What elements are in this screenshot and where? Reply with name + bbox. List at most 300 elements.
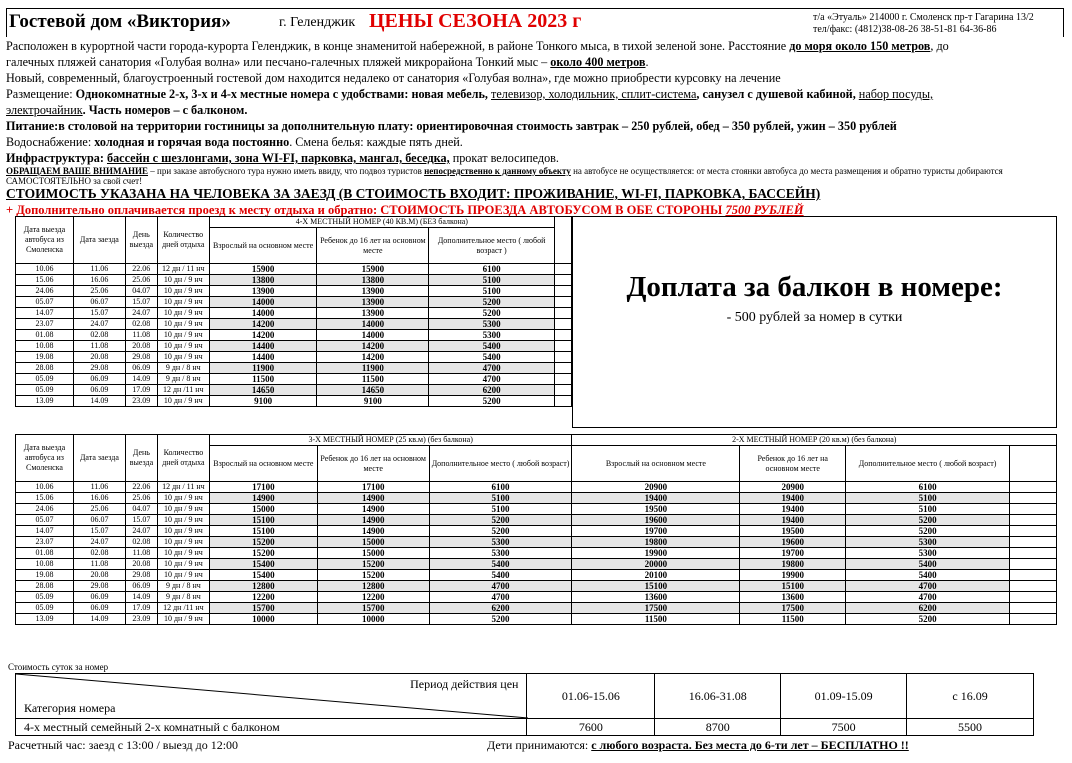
price-cell: 17100 <box>209 482 317 493</box>
price-cell: 14900 <box>209 493 317 504</box>
empty-cell <box>1010 592 1057 603</box>
empty-cell <box>554 286 571 297</box>
date-cell: 14.09 <box>125 592 157 603</box>
checkout-time: Расчетный час: заезд с 13:00 / выезд до 12:00 <box>8 738 239 752</box>
page-header <box>6 8 1064 37</box>
price-cell: 5400 <box>429 352 555 363</box>
date-cell: 13.09 <box>16 396 74 407</box>
price-cell: 5200 <box>429 297 555 308</box>
price-cell: 15200 <box>209 548 317 559</box>
price-cell: 19700 <box>740 548 846 559</box>
price-cell: 15100 <box>572 581 740 592</box>
empty-cell <box>554 374 571 385</box>
date-cell: 10 дн / 9 нч <box>157 515 209 526</box>
sub-header-child: Ребенок до 16 лет на основном месте <box>317 446 429 482</box>
price-cell: 6100 <box>429 482 572 493</box>
price-4: 5500 <box>907 719 1034 736</box>
date-cell: 10 дн / 9 нч <box>157 570 209 581</box>
col-header-checkout: День выезда <box>125 435 157 482</box>
date-cell: 10 дн / 9 нч <box>157 330 209 341</box>
price-cell: 19400 <box>740 515 846 526</box>
date-cell: 05.09 <box>16 603 74 614</box>
date-cell: 28.08 <box>16 363 74 374</box>
price-cell: 4700 <box>429 592 572 603</box>
price-cell: 15000 <box>317 548 429 559</box>
price-cell: 10000 <box>209 614 317 625</box>
season-title: ЦЕНЫ СЕЗОНА 2023 г <box>369 10 582 32</box>
table-row <box>16 581 1057 592</box>
empty-cell <box>1010 493 1057 504</box>
price-cell: 11500 <box>740 614 846 625</box>
price-cell: 5300 <box>846 537 1010 548</box>
date-cell: 25.06 <box>125 275 157 286</box>
price-cell: 12800 <box>317 581 429 592</box>
date-cell: 10 дн / 9 нч <box>157 341 209 352</box>
date-cell: 22.06 <box>125 264 157 275</box>
date-cell: 29.08 <box>125 352 157 363</box>
date-cell: 10.08 <box>16 559 74 570</box>
date-cell: 05.09 <box>16 374 74 385</box>
group-header-2-bed: 2-Х МЕСТНЫЙ НОМЕР (20 кв.м) (без балкона) <box>572 435 1057 446</box>
price-2: 8700 <box>655 719 781 736</box>
date-cell: 13.09 <box>16 614 74 625</box>
col-header-days: Количество дней отдыха <box>157 217 209 264</box>
sub-header-extra-2: Дополнительное место ( любой возраст) <box>846 446 1010 482</box>
price-cell: 13900 <box>317 286 429 297</box>
attention-note: ОБРАЩАЕМ ВАШЕ ВНИМАНИЕ – при заказе автобусного тура нужно иметь ввиду, что подвоз туристов непосредственно к данному объекту на автобусе не осуществляется: от места стоянки автобуса до места размещения и обратно туристы добираются САМОСТОЯТЕЛЬНО за свой счет! <box>6 166 1003 186</box>
table-row <box>16 504 1057 515</box>
price-cell: 17500 <box>740 603 846 614</box>
date-cell: 04.07 <box>125 504 157 515</box>
table-row <box>16 363 572 374</box>
price-cell: 15100 <box>209 515 317 526</box>
cost-note: СТОИМОСТЬ УКАЗАНА НА ЧЕЛОВЕКА ЗА ЗАЕЗД (В СТОИМОСТЬ ВХОДИТ: ПРОЖИВАНИЕ, WI-FI, ПАРКОВКА, БАССЕЙН) <box>6 186 821 201</box>
price-cell: 11900 <box>209 363 317 374</box>
table-row <box>16 286 572 297</box>
price-cell: 6100 <box>429 264 555 275</box>
date-cell: 11.06 <box>73 264 125 275</box>
date-cell: 15.07 <box>125 297 157 308</box>
date-cell: 05.09 <box>16 385 74 396</box>
date-cell: 29.08 <box>125 570 157 581</box>
price-cell: 15700 <box>209 603 317 614</box>
date-cell: 24.06 <box>16 286 74 297</box>
empty-cell <box>1010 482 1057 493</box>
period-2: 16.06-31.08 <box>655 674 781 719</box>
price-cell: 15000 <box>317 537 429 548</box>
desc-line-1: Расположен в курортной части города-курорта Геленджик, в конце знаменитой набережной, в районе Тонкого мыса, в тихой зеленой зоне. Расстояние до моря около 150 метров, до <box>6 39 949 53</box>
empty-cell <box>1010 581 1057 592</box>
price-cell: 19800 <box>572 537 740 548</box>
table-row <box>16 330 572 341</box>
table-row <box>16 548 1057 559</box>
table-row <box>16 537 1057 548</box>
price-cell: 5200 <box>846 515 1010 526</box>
date-cell: 11.08 <box>73 341 125 352</box>
empty-cell <box>554 330 571 341</box>
sub-header-adult: Взрослый на основном месте <box>209 446 317 482</box>
period-4: с 16.09 <box>907 674 1034 719</box>
col-header-departure: Дата выезда автобуса из Смоленска <box>16 435 74 482</box>
date-cell: 14.07 <box>16 526 74 537</box>
price-cell: 12800 <box>209 581 317 592</box>
empty-cell <box>554 363 571 374</box>
date-cell: 10 дн / 9 нч <box>157 396 209 407</box>
price-cell: 14650 <box>209 385 317 396</box>
date-cell: 17.09 <box>125 603 157 614</box>
title-box <box>6 8 1064 37</box>
period-3: 01.09-15.09 <box>781 674 907 719</box>
price-cell: 11500 <box>209 374 317 385</box>
date-cell: 10 дн / 9 нч <box>157 275 209 286</box>
date-cell: 10 дн / 9 нч <box>157 286 209 297</box>
date-cell: 9 дн / 8 нч <box>157 363 209 374</box>
table-row <box>16 308 572 319</box>
balcony-heading: Доплата за балкон в номере: <box>626 271 1003 303</box>
table-row <box>16 385 572 396</box>
date-cell: 11.08 <box>125 548 157 559</box>
date-cell: 10 дн / 9 нч <box>157 352 209 363</box>
price-cell: 9100 <box>317 396 429 407</box>
sub-header-adult-2: Взрослый на основном месте <box>572 446 740 482</box>
category-label: Категория номера <box>24 701 116 715</box>
price-cell: 19500 <box>740 526 846 537</box>
table-row <box>16 264 572 275</box>
price-cell: 20900 <box>572 482 740 493</box>
group-header-3-bed: 3-Х МЕСТНЫЙ НОМЕР (25 кв.м) (без балкона) <box>209 435 572 446</box>
date-cell: 02.08 <box>73 548 125 559</box>
table-row <box>16 592 1057 603</box>
date-cell: 10 дн / 9 нч <box>157 297 209 308</box>
price-cell: 15200 <box>317 559 429 570</box>
price-cell: 5200 <box>846 614 1010 625</box>
price-cell: 14200 <box>317 341 429 352</box>
date-cell: 10 дн / 9 нч <box>157 504 209 515</box>
price-cell: 15100 <box>740 581 846 592</box>
empty-cell <box>1010 548 1057 559</box>
date-cell: 10 дн / 9 нч <box>157 559 209 570</box>
price-cell: 5300 <box>429 319 555 330</box>
price-cell: 14000 <box>317 319 429 330</box>
price-cell: 19600 <box>572 515 740 526</box>
water-line: Водоснабжение: холодная и горячая вода постоянно. Смена белья: каждые пять дней. <box>6 135 463 149</box>
date-cell: 10 дн / 9 нч <box>157 526 209 537</box>
price-cell: 6200 <box>429 603 572 614</box>
price-cell: 5200 <box>429 614 572 625</box>
price-cell: 19700 <box>572 526 740 537</box>
price-cell: 14200 <box>317 352 429 363</box>
price-cell: 11900 <box>317 363 429 374</box>
date-cell: 14.09 <box>125 374 157 385</box>
date-cell: 02.08 <box>125 537 157 548</box>
date-cell: 23.07 <box>16 537 74 548</box>
empty-cell <box>1010 603 1057 614</box>
date-cell: 12 дн / 11 нч <box>157 264 209 275</box>
empty-cell <box>1010 526 1057 537</box>
date-cell: 06.07 <box>73 515 125 526</box>
date-cell: 02.08 <box>125 319 157 330</box>
contact-info <box>813 12 1034 36</box>
col-header-departure: Дата выезда автобуса из Смоленска <box>16 217 74 264</box>
accommodation-line: Размещение: Однокомнатные 2-х, 3-х и 4-х местные номера с удобствами: новая мебель, телевизор, холодильник, сплит-система, санузел с душевой кабиной, набор посуды, <box>6 87 934 101</box>
price-cell: 15900 <box>317 264 429 275</box>
price-cell: 19800 <box>740 559 846 570</box>
price-cell: 13800 <box>209 275 317 286</box>
table-row <box>16 515 1057 526</box>
date-cell: 15.06 <box>16 275 74 286</box>
balcony-price: - 500 рублей за номер в сутки <box>726 310 903 325</box>
price-cell: 15200 <box>317 570 429 581</box>
date-cell: 06.09 <box>73 374 125 385</box>
price-cell: 13900 <box>317 297 429 308</box>
period-1: 01.06-15.06 <box>527 674 655 719</box>
price-cell: 5200 <box>429 308 555 319</box>
date-cell: 15.07 <box>73 308 125 319</box>
empty-cell <box>1010 446 1057 482</box>
table-row <box>16 603 1057 614</box>
desc-line-2: галечных пляжей санатория «Голубая волна» или песчано-галечных пляжей микрорайона Тонкий мыс – около 400 метров. <box>6 55 649 69</box>
date-cell: 24.07 <box>125 526 157 537</box>
price-cell: 5200 <box>429 396 555 407</box>
price-cell: 17500 <box>572 603 740 614</box>
price-cell: 19900 <box>572 548 740 559</box>
price-cell: 5200 <box>846 526 1010 537</box>
price-cell: 5300 <box>429 548 572 559</box>
children-policy: Дети принимаются: с любого возраста. Без места до 6-ти лет – БЕСПЛАТНО !! <box>487 738 909 752</box>
date-cell: 23.09 <box>125 396 157 407</box>
date-cell: 06.07 <box>73 297 125 308</box>
price-cell: 14900 <box>317 504 429 515</box>
date-cell: 11.08 <box>73 559 125 570</box>
col-header-checkout: День выезда <box>125 217 157 264</box>
group-header-4-bed: 4-Х МЕСТНЫЙ НОМЕР (40 КВ.М) (БЕЗ балкона) <box>209 217 554 228</box>
empty-cell <box>1010 614 1057 625</box>
empty-cell <box>554 297 571 308</box>
price-cell: 15400 <box>209 559 317 570</box>
guesthouse-name: Гостевой дом «Виктория» <box>9 11 231 32</box>
date-cell: 24.07 <box>73 537 125 548</box>
price-cell: 19400 <box>572 493 740 504</box>
price-cell: 19400 <box>740 504 846 515</box>
empty-cell <box>554 341 571 352</box>
date-cell: 11.08 <box>125 330 157 341</box>
table-row <box>16 482 1057 493</box>
table-row <box>16 341 572 352</box>
daily-cost-caption: Стоимость суток за номер <box>8 662 109 672</box>
date-cell: 23.07 <box>16 319 74 330</box>
price-cell: 6200 <box>846 603 1010 614</box>
price-cell: 5100 <box>429 286 555 297</box>
price-cell: 6100 <box>846 482 1010 493</box>
price-cell: 14400 <box>209 341 317 352</box>
price-cell: 15700 <box>317 603 429 614</box>
price-table-4-bed <box>15 216 572 407</box>
date-cell: 14.09 <box>73 396 125 407</box>
price-cell: 17100 <box>317 482 429 493</box>
date-cell: 10 дн / 9 нч <box>157 308 209 319</box>
table-row <box>16 570 1057 581</box>
date-cell: 16.06 <box>73 493 125 504</box>
date-cell: 24.07 <box>73 319 125 330</box>
price-cell: 20000 <box>572 559 740 570</box>
empty-cell <box>1010 537 1057 548</box>
price-cell: 12200 <box>209 592 317 603</box>
date-cell: 10 дн / 9 нч <box>157 548 209 559</box>
empty-cell <box>1010 570 1057 581</box>
table-row <box>16 275 572 286</box>
table-row <box>16 614 1057 625</box>
col-header-checkin: Дата заезда <box>73 435 125 482</box>
price-cell: 4700 <box>429 374 555 385</box>
date-cell: 12 дн /11 нч <box>157 603 209 614</box>
price-cell: 5100 <box>429 504 572 515</box>
price-cell: 13600 <box>740 592 846 603</box>
date-cell: 10 дн / 9 нч <box>157 493 209 504</box>
price-cell: 14900 <box>317 515 429 526</box>
price-cell: 5300 <box>429 537 572 548</box>
date-cell: 05.09 <box>16 592 74 603</box>
date-cell: 29.08 <box>73 581 125 592</box>
price-cell: 13600 <box>572 592 740 603</box>
price-cell: 14400 <box>209 352 317 363</box>
price-cell: 13800 <box>317 275 429 286</box>
date-cell: 10.06 <box>16 482 74 493</box>
sub-header-extra: Дополнительное место ( любой возраст) <box>429 446 572 482</box>
date-cell: 15.06 <box>16 493 74 504</box>
daily-price-table <box>15 673 1034 736</box>
date-cell: 06.09 <box>73 603 125 614</box>
date-cell: 10 дн / 9 нч <box>157 537 209 548</box>
price-cell: 14000 <box>317 330 429 341</box>
date-cell: 01.08 <box>16 548 74 559</box>
date-cell: 19.08 <box>16 570 74 581</box>
price-table-3-2-bed <box>15 434 1057 625</box>
date-cell: 25.06 <box>125 493 157 504</box>
price-cell: 5400 <box>846 559 1010 570</box>
price-cell: 14000 <box>209 308 317 319</box>
category-period-header <box>16 674 527 719</box>
date-cell: 12 дн / 11 нч <box>157 482 209 493</box>
sub-header-child: Ребенок до 16 лет на основном месте <box>317 228 429 264</box>
empty-cell <box>1010 515 1057 526</box>
date-cell: 24.06 <box>16 504 74 515</box>
price-cell: 5300 <box>429 330 555 341</box>
price-cell: 19500 <box>572 504 740 515</box>
date-cell: 02.08 <box>73 330 125 341</box>
col-header-checkin: Дата заезда <box>73 217 125 264</box>
date-cell: 9 дн / 8 нч <box>157 374 209 385</box>
date-cell: 12 дн /11 нч <box>157 385 209 396</box>
date-cell: 28.08 <box>16 581 74 592</box>
sub-header-child-2: Ребенок до 16 лет на основном месте <box>740 446 846 482</box>
meals-line: Питание:в столовой на территории гостиницы за дополнительную плату: ориентировочная стоимость завтрак – 250 рублей, обед – 350 рублей, ужин – 350 рублей <box>6 119 897 133</box>
col-header-days: Количество дней отдыха <box>157 435 209 482</box>
date-cell: 20.08 <box>73 352 125 363</box>
table-row <box>16 526 1057 537</box>
accommodation-line-2: электрочайник. Часть номеров – с балконом. <box>6 103 248 117</box>
empty-cell <box>554 396 571 407</box>
date-cell: 14.07 <box>16 308 74 319</box>
price-cell: 14650 <box>317 385 429 396</box>
date-cell: 14.09 <box>73 614 125 625</box>
price-cell: 15200 <box>209 537 317 548</box>
date-cell: 10 дн / 9 нч <box>157 614 209 625</box>
price-cell: 5300 <box>846 548 1010 559</box>
table-row <box>16 374 572 385</box>
date-cell: 25.06 <box>73 286 125 297</box>
price-cell: 4700 <box>429 363 555 374</box>
date-cell: 06.09 <box>125 363 157 374</box>
price-cell: 12200 <box>317 592 429 603</box>
date-cell: 9 дн / 8 нч <box>157 592 209 603</box>
price-cell: 14900 <box>317 526 429 537</box>
price-cell: 4700 <box>846 592 1010 603</box>
empty-cell <box>554 352 571 363</box>
price-cell: 20100 <box>572 570 740 581</box>
contact-address: т/а «Этуаль» 214000 г. Смоленск пр-т Гагарина 13/2 <box>813 12 1034 23</box>
price-cell: 4700 <box>429 581 572 592</box>
price-cell: 19600 <box>740 537 846 548</box>
date-cell: 22.06 <box>125 482 157 493</box>
date-cell: 01.08 <box>16 330 74 341</box>
date-cell: 10 дн / 9 нч <box>157 319 209 330</box>
price-cell: 14200 <box>209 330 317 341</box>
date-cell: 29.08 <box>73 363 125 374</box>
date-cell: 10.08 <box>16 341 74 352</box>
price-cell: 5400 <box>429 570 572 581</box>
table-row <box>16 493 1057 504</box>
table-row <box>16 352 572 363</box>
date-cell: 23.09 <box>125 614 157 625</box>
empty-cell <box>554 385 571 396</box>
price-cell: 11500 <box>317 374 429 385</box>
empty-cell <box>554 308 571 319</box>
price-cell: 10000 <box>317 614 429 625</box>
date-cell: 05.07 <box>16 297 74 308</box>
price-cell: 11500 <box>572 614 740 625</box>
date-cell: 24.07 <box>125 308 157 319</box>
date-cell: 15.07 <box>125 515 157 526</box>
price-cell: 20900 <box>740 482 846 493</box>
date-cell: 25.06 <box>73 504 125 515</box>
date-cell: 20.08 <box>125 341 157 352</box>
price-cell: 5100 <box>846 504 1010 515</box>
date-cell: 05.07 <box>16 515 74 526</box>
empty-cell <box>1010 559 1057 570</box>
price-3: 7500 <box>781 719 907 736</box>
empty-cell <box>1010 504 1057 515</box>
price-cell: 5400 <box>429 341 555 352</box>
price-cell: 5100 <box>846 493 1010 504</box>
desc-line-3: Новый, современный, благоустроенный гостевой дом находится недалеко от санатория «Голубая волна», где можно приобрести курсовку на лечение <box>6 71 781 85</box>
price-cell: 15000 <box>209 504 317 515</box>
period-label: Период действия цен <box>410 677 519 691</box>
date-cell: 20.08 <box>125 559 157 570</box>
date-cell: 19.08 <box>16 352 74 363</box>
empty-cell <box>554 275 571 286</box>
date-cell: 9 дн / 8 нч <box>157 581 209 592</box>
balcony-surcharge-box <box>572 216 1057 428</box>
table-row <box>16 319 572 330</box>
infrastructure-line: Инфраструктура: бассейн с шезлонгами, зона WI-FI, парковка, мангал, беседка, прокат велосипедов. <box>6 151 559 165</box>
table-row <box>16 396 572 407</box>
bus-note: + Дополнительно оплачивается проезд к месту отдыха и обратно: СТОИМОСТЬ ПРОЕЗДА АВТОБУСОМ В ОБЕ СТОРОНЫ 7500 РУБЛЕЙ <box>6 203 804 217</box>
empty-cell <box>554 217 571 264</box>
date-cell: 06.09 <box>73 385 125 396</box>
price-cell: 15400 <box>209 570 317 581</box>
price-cell: 19900 <box>740 570 846 581</box>
city: г. Геленджик <box>279 15 356 30</box>
